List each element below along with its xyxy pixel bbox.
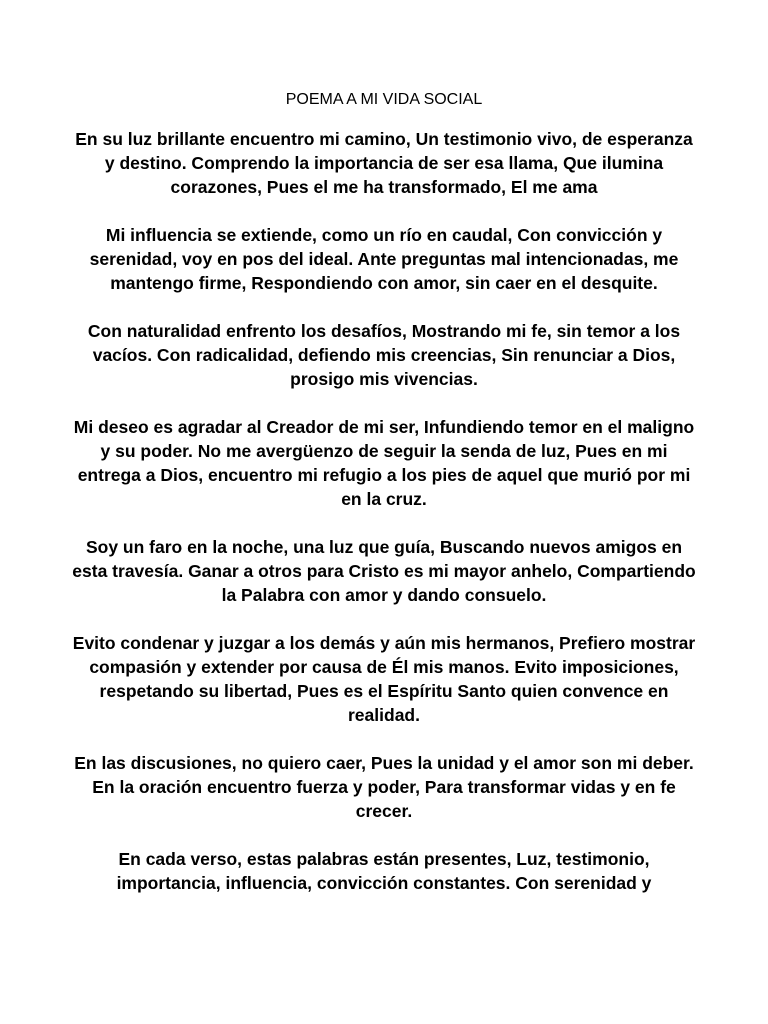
stanza-5: Soy un faro en la noche, una luz que guía, Buscando nuevos amigos en esta travesía. Ganar a otros para Cristo es mi mayor anhelo, Compartiendo la Palabra con amor y dando consuelo. <box>72 537 696 605</box>
poem-title: POEMA A MI VIDA SOCIAL <box>285 91 483 108</box>
stanza-7: En las discusiones, no quiero caer, Pues la unidad y el amor son mi deber. En la oración encuentro fuerza y poder, Para transformar vidas y en fe crecer. <box>74 753 694 821</box>
stanza-6: Evito condenar y juzgar a los demás y aún mis hermanos, Prefiero mostrar compasión y extender por causa de Él mis manos. Evito imposiciones, respetando su libertad, Pues es el Espíritu Santo quien convence en realidad. <box>72 633 696 725</box>
stanza-3: Con naturalidad enfrento los desafíos, Mostrando mi fe, sin temor a los vacíos. Con radicalidad, defiendo mis creencias, Sin renunciar a Dios, prosigo mis vivencias. <box>87 321 681 389</box>
stanza-2: Mi influencia se extiende, como un río en caudal, Con convicción y serenidad, voy en pos del ideal. Ante preguntas mal intencionadas, me mantengo firme, Respondiendo con amor, sin caer en el desquite. <box>89 225 679 293</box>
stanza-8: En cada verso, estas palabras están presentes, Luz, testimonio, importancia, influencia, convicción constantes. Con serenidad y <box>116 849 652 893</box>
stanza-4: Mi deseo es agradar al Creador de mi ser, Infundiendo temor en el maligno y su poder. No me avergüenzo de seguir la senda de luz, Pues en mi entrega a Dios, encuentro mi refugio a los pies de aquel que murió por mi en la cruz. <box>73 417 695 509</box>
stanza-1: En su luz brillante encuentro mi camino, Un testimonio vivo, de esperanza y destino. Comprendo la importancia de ser esa llama, Que ilumina corazones, Pues el me ha transformado, El me ama <box>75 129 693 197</box>
